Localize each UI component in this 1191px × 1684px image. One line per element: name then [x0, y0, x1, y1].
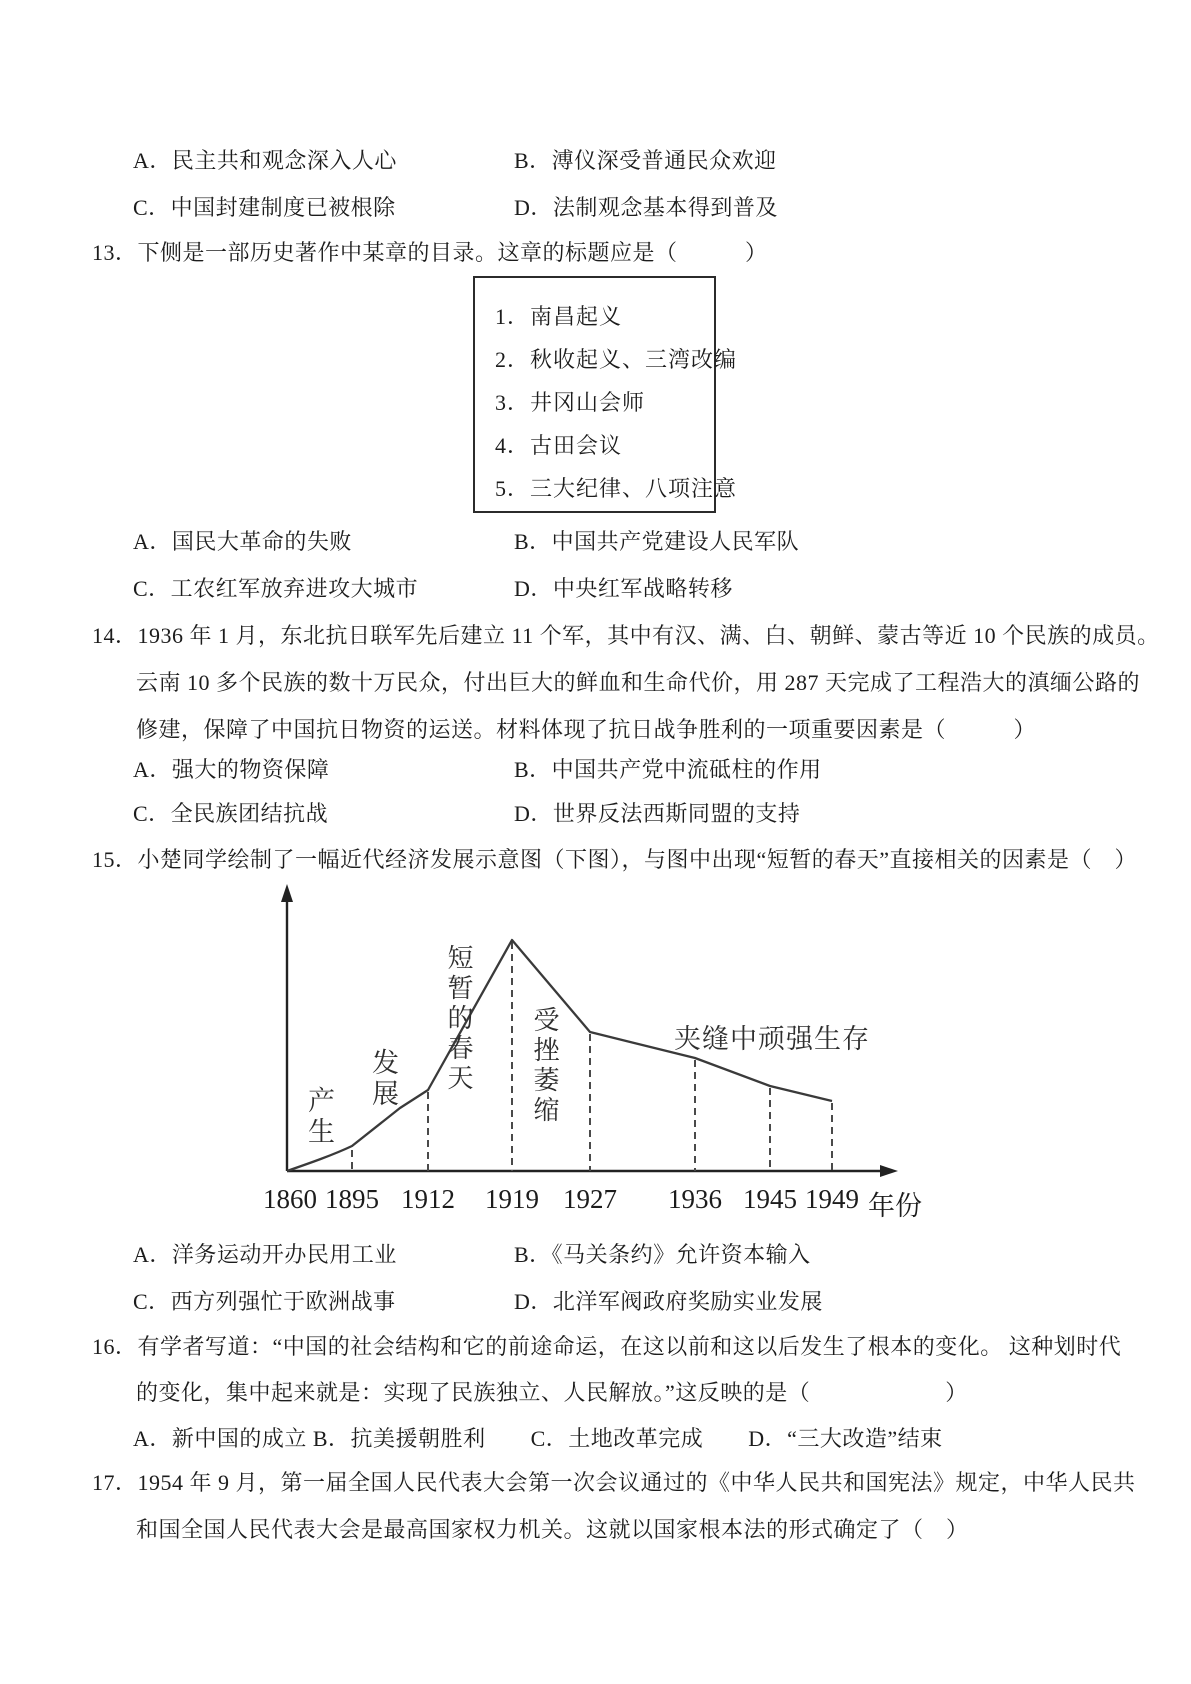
chart-phase-label-spring: 短暂的春天 [444, 944, 473, 1094]
q12-option-a: A．民主共和观念深入人心 [133, 148, 397, 173]
x-axis-arrow-icon [880, 1165, 898, 1177]
chart-phase-label-emerge: 产生 [304, 1086, 334, 1148]
chart-phase-label-shrink: 受挫萎缩 [530, 1006, 559, 1126]
y-axis-arrow-icon [281, 884, 293, 902]
q16-stem-line-2: 的变化，集中起来就是：实现了民族独立、人民解放。”这反映的是（ ） [136, 1380, 968, 1405]
q17-stem-line-1: 17．1954 年 9 月，第一届全国人民代表大会第一次会议通过的《中华人民共和国宪法》规定，中华人民共 [92, 1470, 1136, 1495]
directory-item-1: 1．南昌起义 [495, 304, 623, 329]
directory-item-4: 4．古田会议 [495, 433, 623, 458]
q14-option-b: B．中国共产党中流砥柱的作用 [514, 757, 822, 782]
chart-year-label-1949: 1949 [805, 1184, 859, 1214]
directory-item-2: 2．秋收起义、三湾改编 [495, 347, 738, 372]
q15-option-a: A．洋务运动开办民用工业 [133, 1242, 397, 1267]
chart-year-label-1912: 1912 [401, 1184, 455, 1214]
chart-phase-label-survive: 夹缝中顽强生存 [674, 1024, 870, 1054]
q14-stem-line-3: 修建，保障了中国抗日物资的运送。材料体现了抗日战争胜利的一项重要因素是（ ） [136, 717, 1037, 742]
q12-option-b: B．溥仪深受普通民众欢迎 [514, 148, 777, 173]
q14-stem-line-1: 14．1936 年 1 月，东北抗日联军先后建立 11 个军，其中有汉、满、白、朝鲜、蒙古等近 10 个民族的成员。 [92, 623, 1160, 648]
economic-development-chart [240, 860, 960, 1255]
chapter-directory-box [473, 276, 738, 513]
q13-option-c: C．工农红军放弃进攻大城市 [133, 576, 419, 601]
q15-option-d: D．北洋军阀政府奖励实业发展 [514, 1289, 823, 1314]
q16-stem-line-1: 16．有学者写道：“中国的社会结构和它的前途命运，在这以前和这以后发生了根本的变化。 这种划时代 [92, 1334, 1122, 1359]
q17-stem-line-2: 和国全国人民代表大会是最高国家权力机关。这就以国家根本法的形式确定了（ ） [136, 1517, 969, 1542]
q12-option-c: C．中国封建制度已被根除 [133, 195, 396, 220]
chart-year-label-1895: 1895 [325, 1184, 379, 1214]
chart-year-label-1945: 1945 [743, 1184, 797, 1214]
q13-stem: 13．下侧是一部历史著作中某章的目录。这章的标题应是（ ） [92, 240, 768, 265]
chart-x-axis-title: 年份 [868, 1191, 922, 1221]
q15-option-b: B．《马关条约》允许资本输入 [514, 1242, 811, 1267]
q14-option-a: A．强大的物资保障 [133, 757, 330, 782]
q12-option-d: D．法制观念基本得到普及 [514, 195, 778, 220]
q14-stem-line-2: 云南 10 多个民族的数十万民众，付出巨大的鲜血和生命代价，用 287 天完成了工程浩大的滇缅公路的 [136, 670, 1141, 695]
directory-item-3: 3．井冈山会师 [495, 390, 646, 415]
chart-year-label-1927: 1927 [563, 1184, 617, 1214]
chart-year-label-1860: 1860 [263, 1184, 317, 1214]
q13-option-b: B．中国共产党建设人民军队 [514, 529, 800, 554]
q15-stem: 15．小楚同学绘制了一幅近代经济发展示意图（下图），与图中出现“短暂的春天”直接相关的因素是（ ） [92, 847, 1138, 872]
chart-year-label-1936: 1936 [668, 1184, 722, 1214]
chart-phase-label-develop: 发展 [368, 1048, 398, 1110]
chart-year-label-1919: 1919 [485, 1184, 539, 1214]
q13-option-a: A．国民大革命的失败 [133, 529, 352, 554]
q14-option-c: C．全民族团结抗战 [133, 801, 329, 826]
q16-options-row: A．新中国的成立 B．抗美援朝胜利 C．土地改革完成 D．“三大改造”结束 [133, 1426, 943, 1451]
q15-option-c: C．西方列强忙于欧洲战事 [133, 1289, 396, 1314]
q14-option-d: D．世界反法西斯同盟的支持 [514, 801, 801, 826]
q13-option-d: D．中央红军战略转移 [514, 576, 733, 601]
directory-item-5: 5．三大纪律、八项注意 [495, 476, 738, 501]
